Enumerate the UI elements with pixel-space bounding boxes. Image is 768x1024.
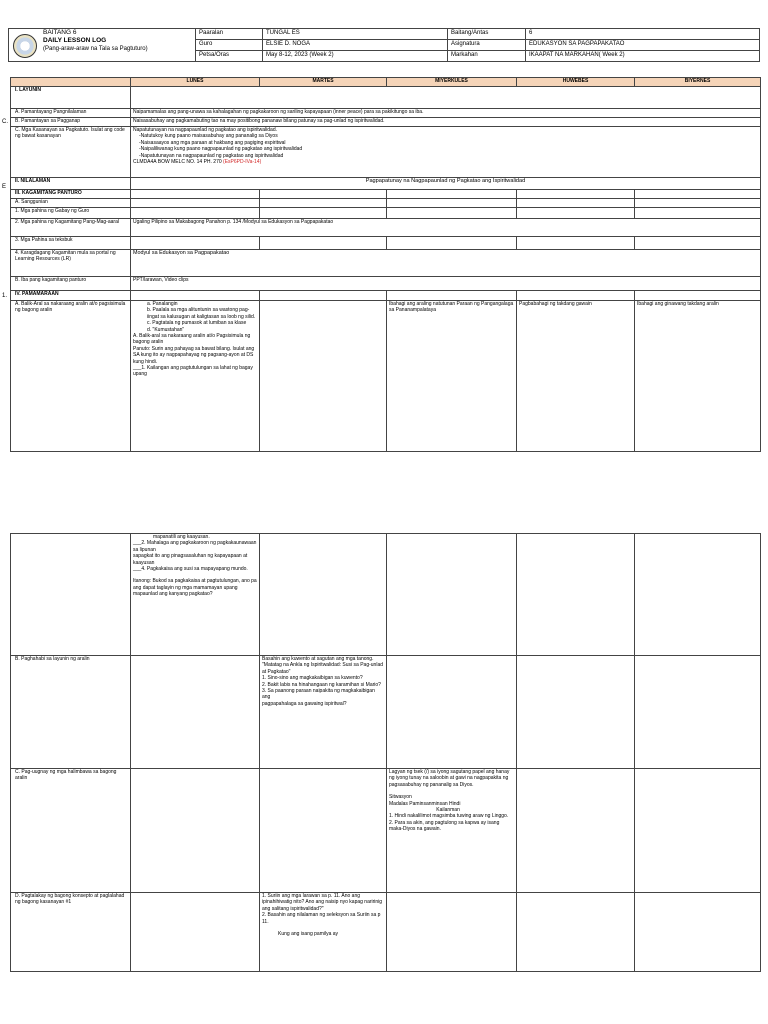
- header-value-quarter: IKAAPAT NA MARKAHAN( Week 2): [526, 51, 760, 62]
- balik-line: c. Pagtatala ng pumasok at lumiban sa klase: [147, 320, 247, 327]
- section-nilalaman: II. NILALAMAN: [11, 178, 131, 190]
- kasanayan-line: -Natutukoy kung paano maisasabuhay ang pananalig sa Diyos: [139, 133, 278, 140]
- cont-line: Itanong: Bukod sa pagkakaisa at pagtutulungan, ano pa ang dapat taglayin ng mga mamamayan upang mapaunlad ang kanyang pagkatao?: [133, 578, 257, 598]
- paghahabi-line: 3. Sa paanong paraan naipakita ng magkakaibigan ang: [262, 688, 375, 701]
- cell-paghahabi-martes: [260, 656, 387, 769]
- cell-blank: [260, 534, 387, 656]
- cell-blank: [131, 893, 260, 972]
- text-kasanayan: [131, 127, 761, 178]
- cell-blank: [131, 237, 260, 250]
- paghahabi-line: Basahin ang kuwento at sagutan ang mga tanong.: [262, 656, 374, 662]
- cell-blank: [517, 534, 635, 656]
- cell-blank: [131, 291, 260, 301]
- cont-line: mapanatili ang kaayusan.: [153, 534, 210, 540]
- cell-blank: [635, 656, 761, 769]
- kasanayan-line: -Naipaliliwanag kung paano nagpapaunlad ng pagkatao ang ispiritwalidad: [139, 146, 303, 153]
- header-label-teacher: Guro: [196, 40, 263, 51]
- label-kagamitang-mag-aaral: 2. Mga pahina ng Kagamitang Pang-Mag-aaral: [11, 219, 131, 237]
- cell-blank: [387, 208, 517, 219]
- doc-subtitle: (Pang-araw-araw na Tala sa Pagtuturo): [43, 46, 148, 52]
- paghahabi-line: 2. Bakit labis na hinahangaan ng karamihan si Mario?: [262, 681, 381, 688]
- cell-blank: [260, 291, 387, 301]
- paghahabi-line: pagpapahalaga sa gawaing ispiritwal?: [262, 700, 347, 707]
- cell-blank: [260, 301, 387, 452]
- label-pagtalakay: D. Pagtalakay ng bagong konsepto at paglalahad ng bagong kasanayan #1: [11, 893, 131, 972]
- lesson-log-table-page1: [10, 77, 761, 452]
- cell-blank: [517, 190, 635, 199]
- cell-blank: [260, 237, 387, 250]
- edge-mark: 1.: [2, 293, 8, 299]
- cell-miyerkules-balik: Ibahagi ang araling natutunan Paraan ng Pangangalaga sa Pananampalataya: [387, 301, 517, 452]
- balik-line: a. Panalangin: [147, 301, 178, 307]
- balik-line: b. Paalala sa mga alituntunin sa wastong pag-iingat sa kalusugan at kaligtasan sa loob ng silid.: [147, 307, 256, 320]
- day-header-martes: MARTES: [260, 78, 387, 87]
- cell-pag-uugnay-miyerkules: [387, 769, 517, 893]
- label-balik-aral: A. Balik-Aral sa nakaraang aralin at/o pagsisimula ng bagong aralin: [11, 301, 131, 452]
- cell-blank: [387, 656, 517, 769]
- text-pamantayan-pagganap: Naisasabuhay ang pagkamabuting tao na may positibong pananaw bilang patunay sa pag-unlad ng ispiritwalidad.: [131, 118, 761, 127]
- grade-label: BAITANG 6: [43, 29, 77, 36]
- header-label-grade: Baitang/Antas: [448, 29, 526, 40]
- cell-blank: [517, 769, 635, 893]
- pagtalakay-line: Kung ang isang pamilya ay: [278, 931, 339, 938]
- cell-blank: [635, 291, 761, 301]
- edge-mark: E: [2, 184, 7, 190]
- cell-blank: [517, 237, 635, 250]
- kasanayan-line: -Naisasaayos ang mga paraan at hakbang ang pagiging espiritwal: [139, 139, 286, 146]
- kasanayan-line: Napatutunayan na nagpapaunlad ng pagkatao ang ispiritwalidad.: [133, 127, 278, 133]
- layunin-blank: [131, 87, 761, 109]
- text-karagdagang-kagamitan: Modyul sa Edukasyon sa Pagpapakatao: [131, 250, 761, 277]
- section-layunin: I. LAYUNIN: [11, 87, 131, 109]
- header-label-quarter: Markahan: [448, 51, 526, 62]
- header-value-subject: EDUKASYON SA PAGPAPAKATAO: [526, 40, 760, 51]
- cell-balik-aral-lunes: [131, 301, 260, 452]
- cell-blank: [260, 190, 387, 199]
- text-pamantayang-pangnilalaman: Naipamamalas ang pang-unawa sa kahalagahan ng pagkakaroon ng sariling kapayapaan (inner peace) para sa pakikitungo sa iba.: [131, 109, 761, 118]
- cell-blank: [635, 769, 761, 893]
- text-iba-pang-kagamitan: PPT/larawan, Video clips: [131, 277, 761, 291]
- balik-line: A. Balik-aral sa nakaraang aralin at/o Pagsisimula ng bagong aralin: [133, 333, 251, 346]
- cell-blank: [517, 656, 635, 769]
- cell-blank: [260, 769, 387, 893]
- cell-blank: [517, 199, 635, 208]
- melc-code-red: (EsP6PD-IVa-14): [223, 159, 262, 166]
- pag-uugnay-line: Sitwasyon: [389, 794, 412, 801]
- cell-blank: [517, 208, 635, 219]
- cell-blank: [131, 656, 260, 769]
- label-paghahabi: B. Paghahabi sa layunin ng aralin: [11, 656, 131, 769]
- day-header-blank: [11, 78, 131, 87]
- label-pag-uugnay: C. Pag-uugnay ng mga halimbawa sa bagong aralin: [11, 769, 131, 893]
- cell-blank: [387, 199, 517, 208]
- cell-blank: [131, 190, 260, 199]
- label-iba-pang-kagamitan: B. Iba pang kagamitang panturo: [11, 277, 131, 291]
- pagtalakay-line: 1. Suriin ang mga larawan sa p. 11. Ano ang ipinahihiwatig nito? Ano ang naisip nyo kapag naririnig ang salitang ispiritwalidad?": [262, 893, 383, 912]
- cell-huwebes-balik: Pagbabahagi ng takdang gawain: [517, 301, 635, 452]
- pag-uugnay-line: Lagyan ng tsek (/) sa iyong sagutang papel ang hanay ng iyong tunay na saloobin at gawi na nagpapakita ng pagsasabuhay ng pananalig sa Diyos.: [389, 769, 510, 788]
- label-pamantayan-pagganap: B. Pamantayan sa Pagganap: [11, 118, 131, 127]
- cell-blank: [260, 208, 387, 219]
- balik-line: Panuto: Surin ang pahayag sa bawat bilang. Isulat ang SA kung ito ay nagpapahayag ng pagsang-ayon at DS kung hindi.: [133, 345, 255, 365]
- cell-blank: [260, 199, 387, 208]
- day-header-biyernes: BIYERNES: [635, 78, 761, 87]
- cell-blank: [517, 291, 635, 301]
- paghahabi-line: 1. Sino-sino ang magkakaibigan sa kuwento?: [262, 675, 363, 682]
- cell-blank: [387, 291, 517, 301]
- header-title-cell: [9, 29, 196, 62]
- header-label-date: Petsa/Oras: [196, 51, 263, 62]
- label-karagdagang-kagamitan: 4. Karagdagang Kagamitan mula sa portal ng Learning Resources (LR): [11, 250, 131, 277]
- header-label-subject: Asignatura: [448, 40, 526, 51]
- header-table: [8, 28, 760, 62]
- cell-blank: [635, 208, 761, 219]
- pag-uugnay-line: Madalas Paminsanminsan Hindi: [389, 800, 461, 807]
- header-label-school: Paaralan: [196, 29, 263, 40]
- cell-blank: [11, 534, 131, 656]
- header-value-school: TUNGAL ES: [263, 29, 448, 40]
- text-nilalaman: Pagpapatunay na Nagpapaunlad ng Pagkatao ang Ispiritwalidad: [131, 178, 761, 190]
- lesson-log-table-page2: [10, 533, 761, 972]
- cell-blank: [131, 199, 260, 208]
- day-header-miyerkules: MIYERKULES: [387, 78, 517, 87]
- section-pamamaraan: IV. PAMAMARAAN: [11, 291, 131, 301]
- cell-blank: [131, 208, 260, 219]
- cell-biyernes-balik: Ibahagi ang ginawang takdang aralin: [635, 301, 761, 452]
- cell-blank: [635, 237, 761, 250]
- day-header-lunes: LUNES: [131, 78, 260, 87]
- cell-blank: [635, 534, 761, 656]
- balik-line: d. "Kumustahan": [147, 326, 185, 333]
- header-value-teacher: ELSIE D. NOGA: [263, 40, 448, 51]
- cell-blank: [635, 190, 761, 199]
- cell-blank: [387, 534, 517, 656]
- cell-blank: [387, 190, 517, 199]
- cont-line: ___2. Mahalaga ang pagkakaroon ng pagkakaunawaan sa lipunan: [133, 540, 257, 553]
- label-teksbuk: 3. Mga Pahina sa teksbuk: [11, 237, 131, 250]
- label-sanggunian: A. Sanggunian: [11, 199, 131, 208]
- cont-line: ___4. Pagkakaisa ang susi sa mapayapang mundo.: [133, 566, 248, 573]
- cell-blank: [387, 893, 517, 972]
- cell-blank: [635, 893, 761, 972]
- label-pamantayang-pangnilalaman: A. Pamantayang Pangnilalaman: [11, 109, 131, 118]
- label-gabay-guro: 1. Mga pahina ng Gabay ng Guro: [11, 208, 131, 219]
- cont-line: sapagkat ito ang pinagsasaluhan ng kapayapaan at kaayusan: [133, 553, 248, 566]
- day-header-huwebes: HUWEBES: [517, 78, 635, 87]
- pag-uugnay-line: Kailanman: [389, 807, 460, 814]
- cell-blank: [131, 769, 260, 893]
- edge-mark: C.: [2, 119, 8, 125]
- header-value-date: May 8-12, 2023 (Week 2): [263, 51, 448, 62]
- balik-line: ___1. Kailangan ang pagtutulungan sa lahat ng bagay upang: [133, 365, 253, 378]
- pag-uugnay-line: 1. Hindi nakalilimot magsimba tuwing araw ng Linggo.: [389, 813, 509, 820]
- cell-pagtalakay-martes: [260, 893, 387, 972]
- header-value-grade: 6: [526, 29, 760, 40]
- cell-blank: [517, 893, 635, 972]
- doc-title: DAILY LESSON LOG: [43, 37, 107, 44]
- cell-blank: [387, 237, 517, 250]
- text-kagamitang-mag-aaral: Ugaling Pilipino sa Makabagong Panahon p. 134 /Modyul sa Edukasyon sa Pagpapakatao: [131, 219, 761, 237]
- label-kasanayan: C. Mga Kasanayan sa Pagkatuto. Isulat ang code ng bawat kasanayan: [11, 127, 131, 178]
- section-kagamitang-panturo: III. KAGAMITANG PANTURO: [11, 190, 131, 199]
- cell-balik-aral-cont: [131, 534, 260, 656]
- kasanayan-line: -Napatutunayan na nagpapaunlad ng pagkatao ang ispiritwalidad: [139, 152, 284, 159]
- pag-uugnay-line: 2. Para sa akin, ang pagtulong sa kapwa ay isang maka-Diyos na gawain.: [389, 819, 500, 833]
- paghahabi-line: "Matatag na Ankla ng Ispiritwalidad: Susi sa Pag-unlad at Pagkatao": [262, 662, 384, 675]
- melc-code: CLMDA4A BOW MELC NO. 14 PH. 270: [133, 159, 224, 166]
- cell-blank: [635, 199, 761, 208]
- pagtalakay-line: 2. Basahin ang nilalaman ng seleksyon sa Suriin sa p 11.: [262, 912, 381, 925]
- kasanayan-code: [133, 159, 758, 165]
